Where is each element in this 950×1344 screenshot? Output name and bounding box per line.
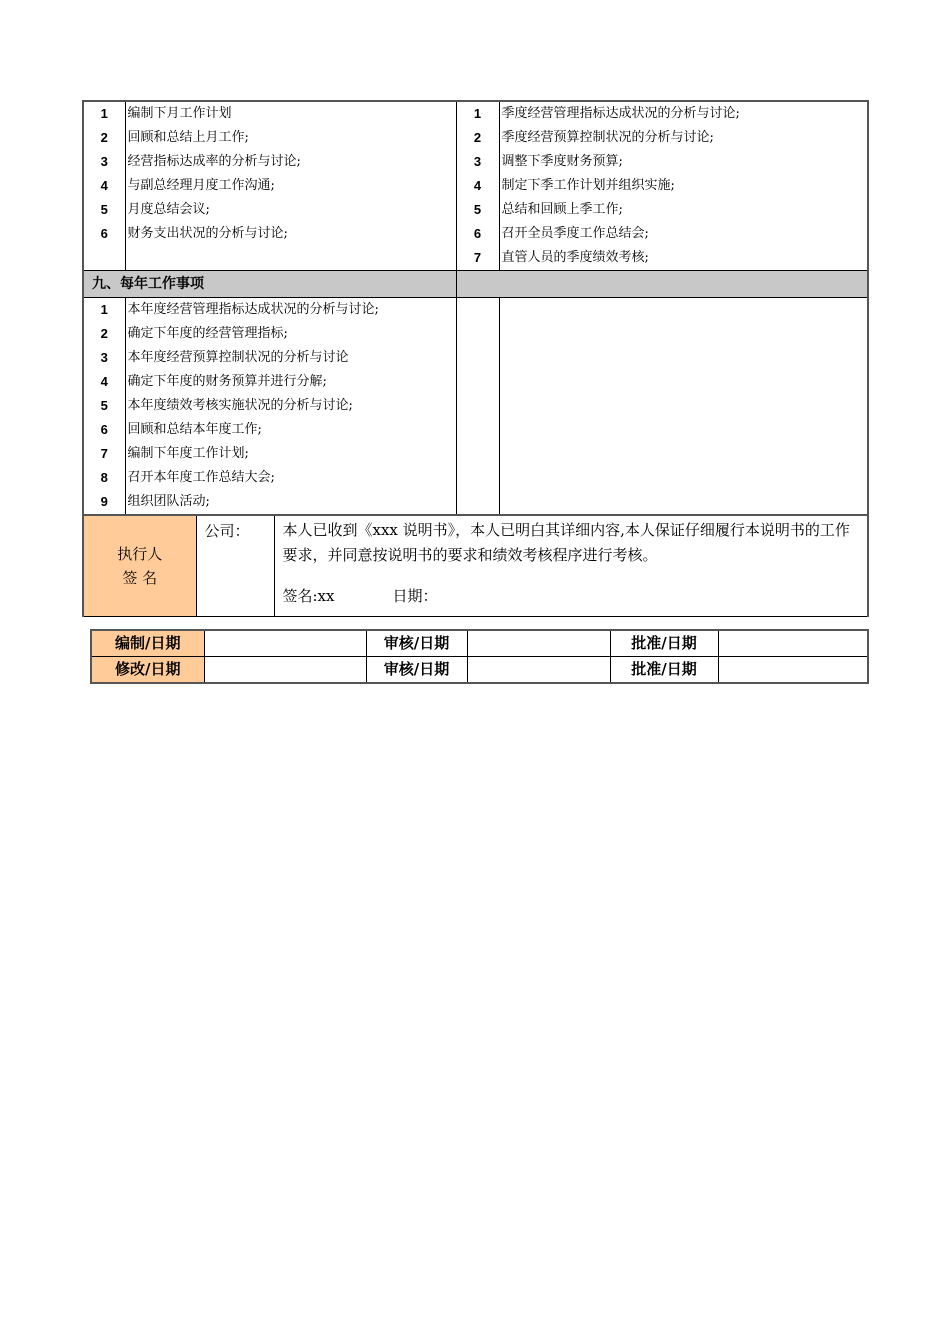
- review-date-label: 审核/日期: [366, 630, 467, 657]
- table-row: [83, 198, 868, 222]
- signature-line: [283, 584, 862, 609]
- annual-right-blank: [499, 346, 868, 370]
- annual-item-number: 1: [100, 302, 108, 317]
- annual-right-blank: [456, 490, 499, 515]
- annual-right-blank: [456, 322, 499, 346]
- annual-item-number: 8: [100, 470, 108, 485]
- quarterly-item-number: 6: [456, 222, 499, 246]
- revise-date-label: 修改/日期: [91, 657, 204, 684]
- monthly-item-text-empty: [125, 246, 456, 271]
- annual-right-blank: [456, 394, 499, 418]
- quarterly-item-number: 1: [456, 101, 499, 126]
- monthly-item-text: 经营指标达成率的分析与讨论;: [125, 150, 456, 174]
- quarterly-item-text: 总结和回顾上季工作;: [501, 202, 623, 217]
- signature-table: [82, 516, 869, 617]
- quarterly-item-number: 5: [456, 198, 499, 222]
- company-label: 公司：: [196, 516, 274, 616]
- signer-sign-label: 签 名: [122, 568, 158, 587]
- annual-right-blank: [499, 466, 868, 490]
- quarterly-item-number: 2: [456, 126, 499, 150]
- declaration-text: 本人已收到《xxx 说明书》，本人已明白其详细内容,本人保证仔细履行本说明书的工作要求，并同意按说明书的要求和绩效考核程序进行考核。: [282, 521, 850, 564]
- annual-right-blank: [499, 442, 868, 466]
- annual-section-title: 九、每年工作事项: [83, 271, 456, 298]
- annual-right-blank: [456, 418, 499, 442]
- table-row: [83, 442, 868, 466]
- annual-right-blank: [456, 370, 499, 394]
- table-row: [83, 246, 868, 271]
- annual-right-blank: [456, 298, 499, 323]
- monthly-item-text: 回顾和总结上月工作;: [125, 126, 456, 150]
- annual-right-blank: [499, 370, 868, 394]
- signature-row: [83, 516, 868, 616]
- review-date-field-2[interactable]: [467, 657, 610, 684]
- annual-item-text: 确定下年度的财务预算并进行分解;: [125, 370, 456, 394]
- annual-right-blank: [456, 442, 499, 466]
- quarterly-item-text: 季度经营管理指标达成状况的分析与讨论;: [501, 106, 740, 121]
- table-row: [83, 466, 868, 490]
- table-row: [83, 222, 868, 246]
- monthly-item-number: 6: [100, 226, 108, 241]
- annual-item-text: 确定下年度的经营管理指标;: [125, 322, 456, 346]
- review-date-field[interactable]: [467, 630, 610, 657]
- table-row: [83, 174, 868, 198]
- review-date-label-2: 审核/日期: [366, 657, 467, 684]
- approve-date-field-2[interactable]: [718, 657, 868, 684]
- quarterly-item-number: 4: [456, 174, 499, 198]
- sign-date-field[interactable]: 日期：: [392, 587, 438, 605]
- annual-item-number: 4: [100, 374, 108, 389]
- annual-right-blank: [499, 490, 868, 515]
- monthly-item-text: 编制下月工作计划: [125, 101, 456, 126]
- table-row: [83, 150, 868, 174]
- annual-right-blank: [456, 466, 499, 490]
- signer-label: 执行人: [117, 544, 163, 563]
- approval-table: [90, 629, 869, 684]
- table-row: [83, 126, 868, 150]
- declaration-cell: [274, 516, 868, 616]
- annual-item-number: 7: [100, 446, 108, 461]
- annual-item-text: 本年度经营管理指标达成状况的分析与讨论;: [125, 298, 456, 323]
- monthly-item-number: 3: [100, 154, 108, 169]
- quarterly-item-text: 制定下季工作计划并组织实施;: [501, 178, 675, 193]
- table-row: [83, 418, 868, 442]
- sign-name-field[interactable]: 签名:xx: [282, 587, 335, 605]
- annual-item-text: 召开本年度工作总结大会;: [125, 466, 456, 490]
- table-row: [83, 346, 868, 370]
- approval-row: [91, 657, 868, 684]
- quarterly-item-number: 7: [456, 246, 499, 271]
- monthly-item-number: 4: [100, 178, 108, 193]
- approval-row: [91, 630, 868, 657]
- approve-date-label-2: 批准/日期: [610, 657, 718, 684]
- annual-section-header-row: [83, 271, 868, 298]
- approve-date-field[interactable]: [718, 630, 868, 657]
- quarterly-item-text: 直管人员的季度绩效考核;: [501, 250, 649, 265]
- annual-item-number: 5: [100, 398, 108, 413]
- annual-right-blank: [499, 394, 868, 418]
- annual-item-number: 6: [100, 422, 108, 437]
- annual-item-text: 回顾和总结本年度工作;: [125, 418, 456, 442]
- annual-right-blank: [499, 298, 868, 323]
- annual-right-blank: [499, 418, 868, 442]
- signer-label-cell: [83, 516, 196, 616]
- work-items-table: [82, 100, 869, 516]
- monthly-item-text: 与副总经理月度工作沟通;: [125, 174, 456, 198]
- work-description-sheet: [82, 100, 867, 678]
- monthly-item-number: 1: [100, 106, 108, 121]
- prepare-date-field[interactable]: [204, 630, 366, 657]
- table-row: [83, 370, 868, 394]
- monthly-item-text: 财务支出状况的分析与讨论;: [125, 222, 456, 246]
- quarterly-item-number: 3: [456, 150, 499, 174]
- quarterly-item-text: 召开全员季度工作总结会;: [501, 226, 649, 241]
- table-row: [83, 298, 868, 323]
- annual-item-text: 本年度经营预算控制状况的分析与讨论: [125, 346, 456, 370]
- annual-item-text: 本年度绩效考核实施状况的分析与讨论;: [125, 394, 456, 418]
- annual-item-text: 组织团队活动;: [125, 490, 456, 515]
- annual-item-number: 9: [100, 494, 108, 509]
- monthly-item-number: 2: [100, 130, 108, 145]
- annual-section-header-blank: [456, 271, 868, 298]
- annual-item-number: 3: [100, 350, 108, 365]
- prepare-date-label: 编制/日期: [91, 630, 204, 657]
- annual-item-text: 编制下年度工作计划;: [125, 442, 456, 466]
- monthly-item-number-empty: [83, 246, 125, 271]
- quarterly-item-text: 季度经营预算控制状况的分析与讨论;: [501, 130, 714, 145]
- approve-date-label: 批准/日期: [610, 630, 718, 657]
- annual-right-blank: [456, 346, 499, 370]
- table-row: [83, 101, 868, 126]
- table-row: [83, 490, 868, 515]
- monthly-item-text: 月度总结会议;: [125, 198, 456, 222]
- quarterly-item-text: 调整下季度财务预算;: [501, 154, 623, 169]
- monthly-item-number: 5: [100, 202, 108, 217]
- annual-item-number: 2: [100, 326, 108, 341]
- table-row: [83, 322, 868, 346]
- annual-right-blank: [499, 322, 868, 346]
- revise-date-field[interactable]: [204, 657, 366, 684]
- table-row: [83, 394, 868, 418]
